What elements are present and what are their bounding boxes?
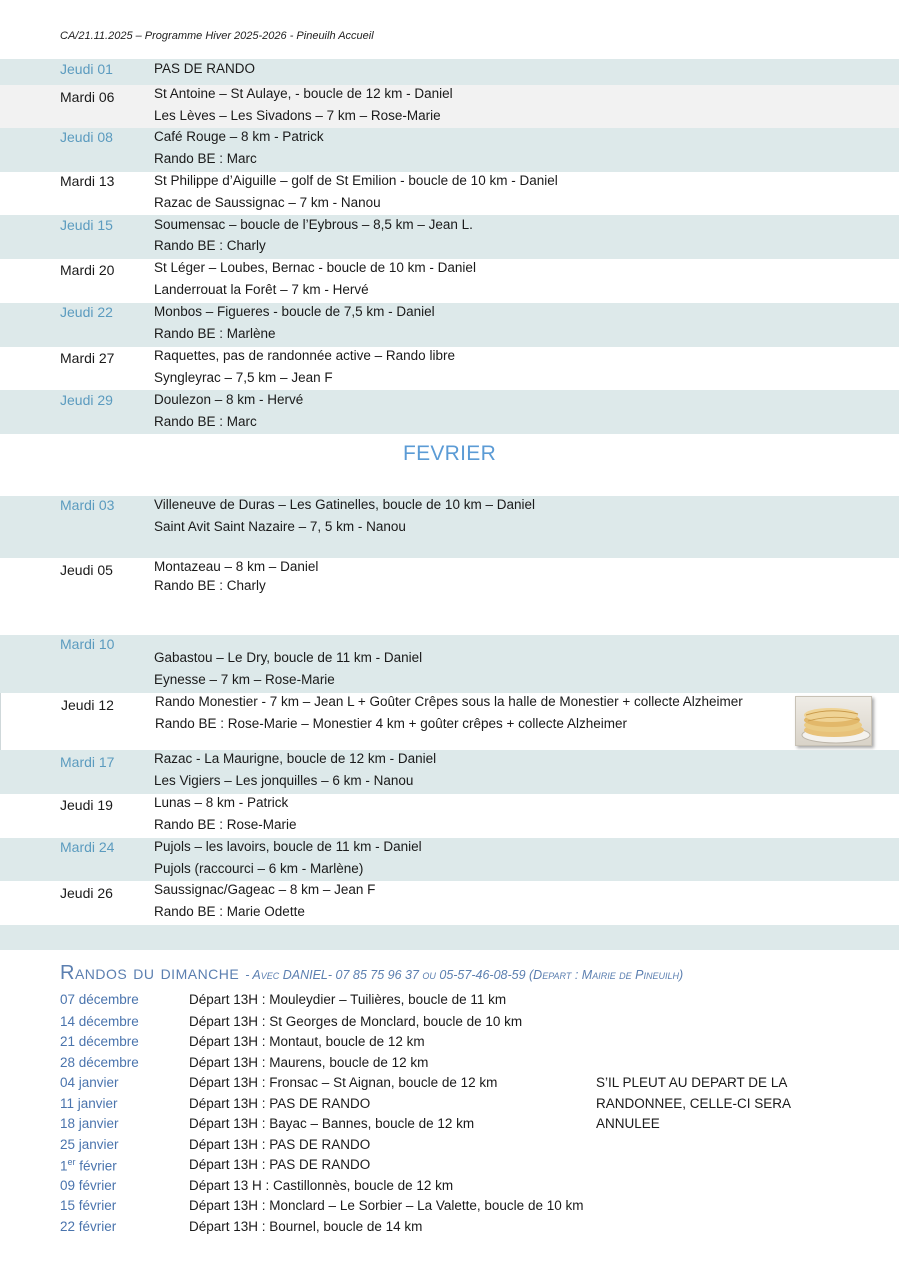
hike-line: Pujols (raccourci – 6 km - Marlène): [154, 861, 364, 876]
page-header: CA/21.11.2025 – Programme Hiver 2025-2026 - Pineuilh Accueil: [60, 30, 374, 42]
day-label: Mardi 24: [60, 839, 115, 855]
schedule-row: [0, 881, 899, 925]
sunday-title: Randos du dimanche: [60, 962, 240, 984]
sunday-desc: Départ 13H : PAS DE RANDO: [189, 1157, 371, 1172]
date-month: février: [75, 1158, 117, 1174]
sunday-desc: Départ 13H : Bayac – Bannes, boucle de 12 km: [189, 1116, 475, 1131]
rain-notice-line: RANDONNEE, CELLE-CI SERA: [596, 1096, 792, 1111]
day-label: Mardi 10: [60, 636, 115, 652]
schedule-row: [0, 496, 899, 558]
schedule-row: [0, 85, 899, 128]
schedule-row: [0, 558, 899, 635]
day-label: Jeudi 22: [60, 304, 113, 320]
schedule-row: [0, 215, 899, 259]
day-label: Jeudi 26: [60, 885, 113, 901]
sunday-subtitle: - Avec DANIEL- 07 85 75 96 37 ou 05-57-46-08-59 (Depart : Mairie de Pineuilh): [245, 968, 684, 982]
sunday-desc: Départ 13H : Maurens, boucle de 12 km: [189, 1055, 429, 1070]
hike-line: St Léger – Loubes, Bernac - boucle de 10 km - Daniel: [154, 260, 476, 275]
day-label: Jeudi 29: [60, 392, 113, 408]
sunday-desc: Départ 13H : PAS DE RANDO: [189, 1096, 371, 1111]
crepes-icon: [796, 697, 871, 745]
hike-line: Doulezon – 8 km - Hervé: [154, 392, 304, 407]
hike-line: PAS DE RANDO: [154, 61, 256, 76]
hike-line: Syngleyrac – 7,5 km – Jean F: [154, 370, 333, 385]
sunday-desc: Départ 13H : St Georges de Monclard, boucle de 10 km: [189, 1014, 523, 1029]
hike-line: St Antoine – St Aulaye, - boucle de 12 km - Daniel: [154, 86, 453, 101]
sunday-date: 28 décembre: [60, 1055, 139, 1070]
hike-line: Saussignac/Gageac – 8 km – Jean F: [154, 882, 376, 897]
hike-line: Pujols – les lavoirs, boucle de 11 km - Daniel: [154, 839, 422, 854]
date-suffix: er: [67, 1157, 76, 1167]
hike-line: Saint Avit Saint Nazaire – 7, 5 km - Nanou: [154, 519, 406, 534]
sunday-date: 07 décembre: [60, 992, 139, 1007]
schedule-row-empty: [0, 925, 899, 950]
schedule-row: [0, 128, 899, 172]
hike-line: Rando BE : Marlène: [154, 326, 276, 341]
day-label: Mardi 17: [60, 754, 115, 770]
day-label: Jeudi 08: [60, 129, 113, 145]
hike-line: Rando BE : Marc: [154, 151, 257, 166]
day-label: Jeudi 12: [61, 697, 114, 713]
sunday-date: 11 janvier: [60, 1096, 118, 1111]
day-label: Mardi 27: [60, 350, 115, 366]
sunday-date: 09 février: [60, 1178, 117, 1193]
rain-notice-line: S’IL PLEUT AU DEPART DE LA: [596, 1075, 788, 1090]
sunday-desc: Départ 13H : Bournel, boucle de 14 km: [189, 1219, 423, 1234]
hike-line: Rando BE : Marc: [154, 414, 257, 429]
hike-line: Rando BE : Rose-Marie – Monestier 4 km + goûter crêpes + collecte Alzheimer: [155, 716, 627, 731]
hike-line: Rando BE : Marie Odette: [154, 904, 305, 919]
hike-line: Monbos – Figueres - boucle de 7,5 km - Daniel: [154, 304, 435, 319]
month-title: FEVRIER: [402, 442, 497, 465]
hike-line: Raquettes, pas de randonnée active – Rando libre: [154, 348, 455, 363]
day-label: Mardi 20: [60, 262, 115, 278]
schedule-row: [0, 59, 899, 85]
sunday-date: 04 janvier: [60, 1075, 119, 1090]
day-label: Jeudi 01: [60, 61, 113, 77]
hike-line: Les Lèves – Les Sivadons – 7 km – Rose-Marie: [154, 108, 441, 123]
rain-notice-line: ANNULEE: [596, 1116, 660, 1131]
schedule-row: [0, 693, 899, 750]
hike-line: Rando Monestier - 7 km – Jean L + Goûter Crêpes sous la halle de Monestier + collecte Alzheimer: [155, 694, 743, 709]
hike-line: Landerrouat la Forêt – 7 km - Hervé: [154, 282, 369, 297]
date-day: 1: [60, 1158, 68, 1174]
hike-line: Rando BE : Charly: [154, 578, 266, 593]
schedule-row: [0, 750, 899, 794]
sunday-date: 18 janvier: [60, 1116, 119, 1131]
hike-line: Lunas – 8 km - Patrick: [154, 795, 289, 810]
hike-line: Villeneuve de Duras – Les Gatinelles, boucle de 10 km – Daniel: [154, 497, 535, 512]
hike-line: Les Vigiers – Les jonquilles – 6 km - Nanou: [154, 773, 414, 788]
day-label: Jeudi 19: [60, 797, 113, 813]
sunday-desc: Départ 13H : Fronsac – St Aignan, boucle de 12 km: [189, 1075, 498, 1090]
sunday-desc: Départ 13H : Montaut, boucle de 12 km: [189, 1034, 425, 1049]
sunday-date: 14 décembre: [60, 1014, 139, 1029]
sunday-desc: Départ 13H : Monclard – Le Sorbier – La Valette, boucle de 10 km: [189, 1198, 584, 1213]
day-label: Mardi 03: [60, 497, 115, 513]
hike-line: Montazeau – 8 km – Daniel: [154, 559, 319, 574]
schedule-row: [0, 259, 899, 303]
schedule-row: [0, 172, 899, 215]
schedule-row: [0, 635, 899, 693]
sunday-date: 15 février: [60, 1198, 117, 1213]
schedule-row: [0, 303, 899, 347]
hike-line: St Philippe d’Aiguille – golf de St Emilion - boucle de 10 km - Daniel: [154, 173, 558, 188]
sunday-desc: Départ 13H : Mouleydier – Tuilières, boucle de 11 km: [189, 992, 507, 1007]
day-label: Mardi 06: [60, 89, 115, 105]
day-label: Mardi 13: [60, 173, 115, 189]
schedule-row: [0, 838, 899, 881]
sunday-date: [60, 1157, 117, 1174]
hike-line: Eynesse – 7 km – Rose-Marie: [154, 672, 335, 687]
sunday-date: 25 janvier: [60, 1137, 119, 1152]
schedule-row: [0, 347, 899, 390]
crepes-photo: [795, 696, 872, 746]
schedule-row: [0, 390, 899, 434]
hike-line: Café Rouge – 8 km - Patrick: [154, 129, 324, 144]
hike-line: Rando BE : Rose-Marie: [154, 817, 297, 832]
hike-line: Rando BE : Charly: [154, 238, 266, 253]
hike-line: Razac de Saussignac – 7 km - Nanou: [154, 195, 381, 210]
schedule-row: [0, 794, 899, 838]
sunday-desc: Départ 13H : PAS DE RANDO: [189, 1137, 371, 1152]
sunday-section-title: [60, 962, 683, 985]
hike-line: Soumensac – boucle de l’Eybrous – 8,5 km – Jean L.: [154, 217, 473, 232]
day-label: Jeudi 15: [60, 217, 113, 233]
day-label: Jeudi 05: [60, 562, 113, 578]
sunday-desc: Départ 13 H : Castillonnès, boucle de 12 km: [189, 1178, 454, 1193]
sunday-date: 22 février: [60, 1219, 117, 1234]
hike-line: Razac - La Maurigne, boucle de 12 km - Daniel: [154, 751, 437, 766]
hike-line: Gabastou – Le Dry, boucle de 11 km - Daniel: [154, 650, 423, 665]
sunday-date: 21 décembre: [60, 1034, 139, 1049]
